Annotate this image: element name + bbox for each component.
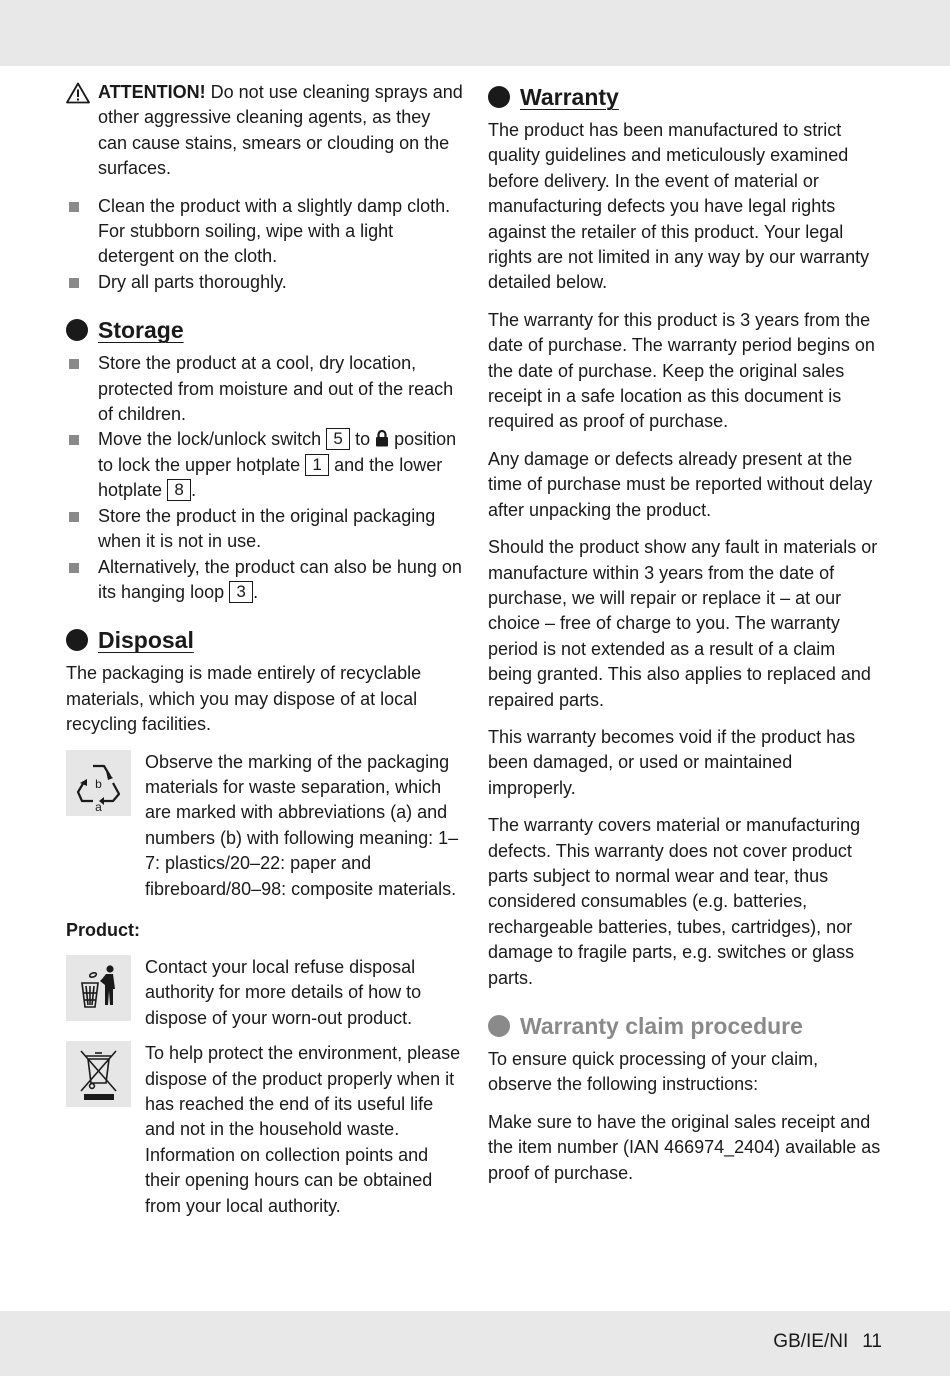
item-text: . [253,581,259,602]
item-text: position to lock the upper hotplate [98,429,457,475]
part-number-badge: 8 [167,479,191,501]
part-number-badge: 5 [326,428,350,450]
claim-heading [488,1011,884,1041]
claim-paragraph: To ensure quick processing of your claim, observe the following instructions: [488,1049,819,1095]
refuse-text: Contact your local refuse disposal authority for more details of how to dispose of your worn-out product. [145,956,422,1028]
region-code: GB/IE/NI [773,1331,849,1352]
warranty-heading-text: Warranty [520,84,619,110]
attention-notice [66,80,464,182]
claim-paragraph: Make sure to have the original sales receipt and the item number (IAN 466974_2404) available as proof of purchase. [488,1111,881,1183]
bullet-dot-icon [66,629,88,651]
item-text: to [350,429,376,450]
bullet-dot-icon [488,86,510,108]
bullet-dot-icon [488,1015,510,1037]
header-band [0,0,950,66]
page-number: 11 [862,1331,882,1352]
left-column [66,80,464,1229]
lock-icon [375,429,389,447]
list-item: Dry all parts thoroughly. [66,270,464,295]
part-number-badge: 3 [229,581,253,603]
claim-heading-text: Warranty claim procedure [520,1013,803,1039]
recycle-code-a: a [95,799,102,814]
storage-heading [66,315,464,345]
weee-info [66,1041,464,1219]
crossed-bin-icon [66,1041,131,1107]
warranty-paragraph: The warranty for this product is 3 years from the date of purchase. The warranty period begins on the date of purchase. Keep the original sales receipt in a safe location as this document is required as proof of purchase. [488,309,875,432]
disposal-intro: The packaging is made entirely of recyclable materials, which you may dispose of at local recycling facilities. [66,663,422,735]
list-item [66,427,464,503]
item-text: Move the lock/unlock switch [98,429,327,450]
recycle-icon [66,750,131,816]
warranty-paragraph: The product has been manufactured to strict quality guidelines and meticulously examined before delivery. In the event of material or manufacturing defects you have legal rights against the retailer of this product. Your legal rights are not limited in any way by our warranty detailed below. [488,120,870,293]
recycling-text: Observe the marking of the packaging materials for waste separation, which are marked with abbreviations (a) and numbers (b) with following meaning: 1–7: plastics/20–22: paper and fibreboard/80–98: composite materials. [145,751,459,899]
part-number-badge: 1 [305,454,329,476]
disposal-heading-text: Disposal [98,627,194,654]
list-item: Clean the product with a slightly damp cloth. For stubborn soiling, wipe with a light detergent on the cloth. [66,194,464,270]
product-label: Product: [66,919,140,940]
recycling-symbol [66,750,131,816]
page-footer [773,1331,882,1353]
list-item: Store the product at a cool, dry location, protected from moisture and out of the reach of children. [66,351,464,427]
storage-list [66,351,464,605]
warranty-paragraph: Should the product show any fault in materials or manufacture within 3 years from the date of purchase, we will repair or replace it – at our choice – free of charge to you. The warranty period is not extended as a result of a claim being granted. This also applies to replaced and repaired parts. [488,537,878,710]
bullet-dot-icon [66,319,88,341]
storage-heading-text: Storage [98,317,184,344]
weee-text: To help protect the environment, please dispose of the product properly when it has reached the end of its useful life and not in the household waste. Information on collection points and their opening hours can be obtained from your local authority. [145,1043,461,1216]
warranty-paragraph: This warranty becomes void if the product has been damaged, or used or maintained improperly. [488,726,856,798]
attention-text: Do not use cleaning sprays and other aggressive cleaning agents, as they can cause stains, smears or clouding on the surfaces. [98,82,463,179]
right-column [488,80,884,1198]
weee-symbol [66,1041,131,1107]
list-item: Store the product in the original packaging when it is not in use. [66,504,464,555]
warranty-heading [488,82,884,112]
disposal-heading [66,625,464,655]
item-text: and the lower hotplate [98,454,443,501]
warranty-paragraph: The warranty covers material or manufacturing defects. This warranty does not cover product parts subject to normal wear and tear, thus considered consumables (e.g. batteries, rechargeable batteries, tubes, cartridges), nor damage to fragile parts, e.g. switches or glass parts. [488,815,861,988]
tidyman-symbol [66,955,131,1021]
attention-label: ATTENTION! [98,82,206,102]
recycle-code-b: b [95,776,102,791]
item-text: Alternatively, the product can also be hung on its hanging loop [98,556,462,602]
warranty-paragraph: Any damage or defects already present at the time of purchase must be reported without delay after unpacking the product. [488,448,873,520]
item-text: . [191,480,197,501]
litter-bin-icon [66,955,131,1021]
cleaning-list [66,194,464,296]
refuse-info [66,955,464,1031]
warning-triangle-icon [66,82,90,104]
list-item [66,555,464,606]
recycling-info [66,750,464,902]
